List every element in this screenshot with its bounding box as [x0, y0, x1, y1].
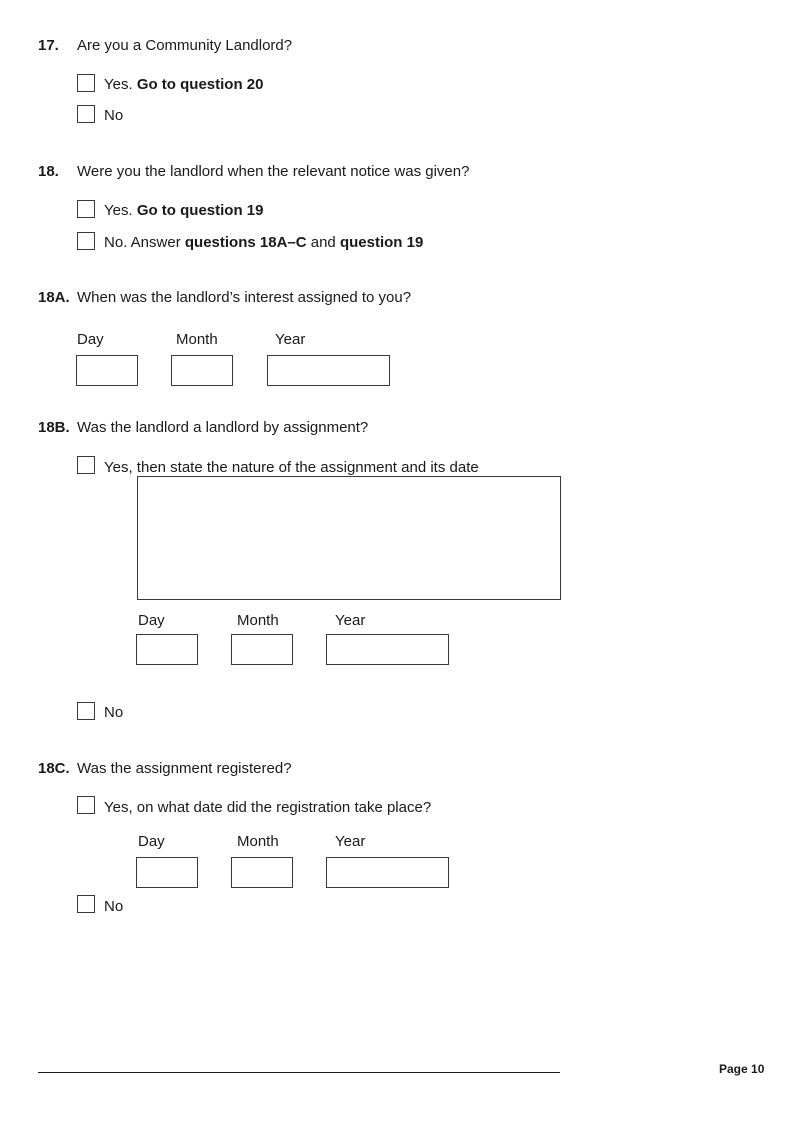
q18c-no-label: No — [104, 898, 124, 915]
q18a-day-input[interactable] — [76, 355, 138, 386]
footer-rule — [38, 1072, 560, 1073]
q17-yes-label — [104, 76, 264, 93]
q18-yes-goto: Go to question 19 — [136, 202, 264, 219]
q18b-assignment-textarea[interactable] — [137, 476, 561, 600]
q18b-yes-checkbox[interactable] — [77, 456, 95, 474]
q17-number: 17. — [38, 37, 59, 54]
q18b-day-input[interactable] — [136, 634, 198, 665]
q18c-question: Was the assignment registered? — [77, 760, 292, 777]
q18b-no-label: No — [104, 704, 124, 721]
q18-number: 18. — [38, 163, 59, 180]
q18-yes-text: Yes. — [104, 202, 137, 219]
q18b-day-label: Day — [138, 612, 165, 629]
q17-yes-goto: Go to question 20 — [136, 76, 264, 93]
q17-yes-text: Yes. — [104, 76, 137, 93]
q17-no-label: No — [104, 107, 124, 124]
q18c-month-label: Month — [237, 833, 279, 850]
q18-no-goto-2: question 19 — [339, 234, 424, 251]
q18b-year-input[interactable] — [326, 634, 449, 665]
q18a-year-label: Year — [275, 331, 306, 348]
q18b-no-checkbox[interactable] — [77, 702, 95, 720]
page-number: Page 10 — [719, 1062, 765, 1076]
q18b-yes-label: Yes, then state the nature of the assignment and its date — [104, 459, 479, 476]
q18a-day-label: Day — [77, 331, 104, 348]
q18c-yes-label: Yes, on what date did the registration take place? — [104, 799, 432, 816]
q18a-number: 18A. — [38, 289, 70, 306]
q18a-month-label: Month — [176, 331, 218, 348]
q18-yes-label — [104, 202, 264, 219]
q18c-number: 18C. — [38, 760, 70, 777]
q18c-day-label: Day — [138, 833, 165, 850]
q18b-year-label: Year — [335, 612, 366, 629]
q18c-month-input[interactable] — [231, 857, 293, 888]
q18b-question: Was the landlord a landlord by assignment? — [77, 419, 369, 436]
q18a-month-input[interactable] — [171, 355, 233, 386]
q18c-no-checkbox[interactable] — [77, 895, 95, 913]
q18-yes-checkbox[interactable] — [77, 200, 95, 218]
q18c-year-input[interactable] — [326, 857, 449, 888]
q17-no-checkbox[interactable] — [77, 105, 95, 123]
q18a-question: When was the landlord’s interest assigned to you? — [77, 289, 412, 306]
q18b-month-input[interactable] — [231, 634, 293, 665]
q18-no-label — [104, 234, 423, 251]
q17-yes-checkbox[interactable] — [77, 74, 95, 92]
q18-no-goto-1: questions 18A–C — [184, 234, 307, 251]
q18b-month-label: Month — [237, 612, 279, 629]
q18-no-and: and — [306, 234, 340, 251]
q17-question: Are you a Community Landlord? — [77, 37, 293, 54]
q18-no-text: No. Answer — [104, 234, 185, 251]
q18c-year-label: Year — [335, 833, 366, 850]
q18-no-checkbox[interactable] — [77, 232, 95, 250]
q18b-number: 18B. — [38, 419, 70, 436]
q18c-day-input[interactable] — [136, 857, 198, 888]
q18a-year-input[interactable] — [267, 355, 390, 386]
q18-question: Were you the landlord when the relevant notice was given? — [77, 163, 470, 180]
q18c-yes-checkbox[interactable] — [77, 796, 95, 814]
